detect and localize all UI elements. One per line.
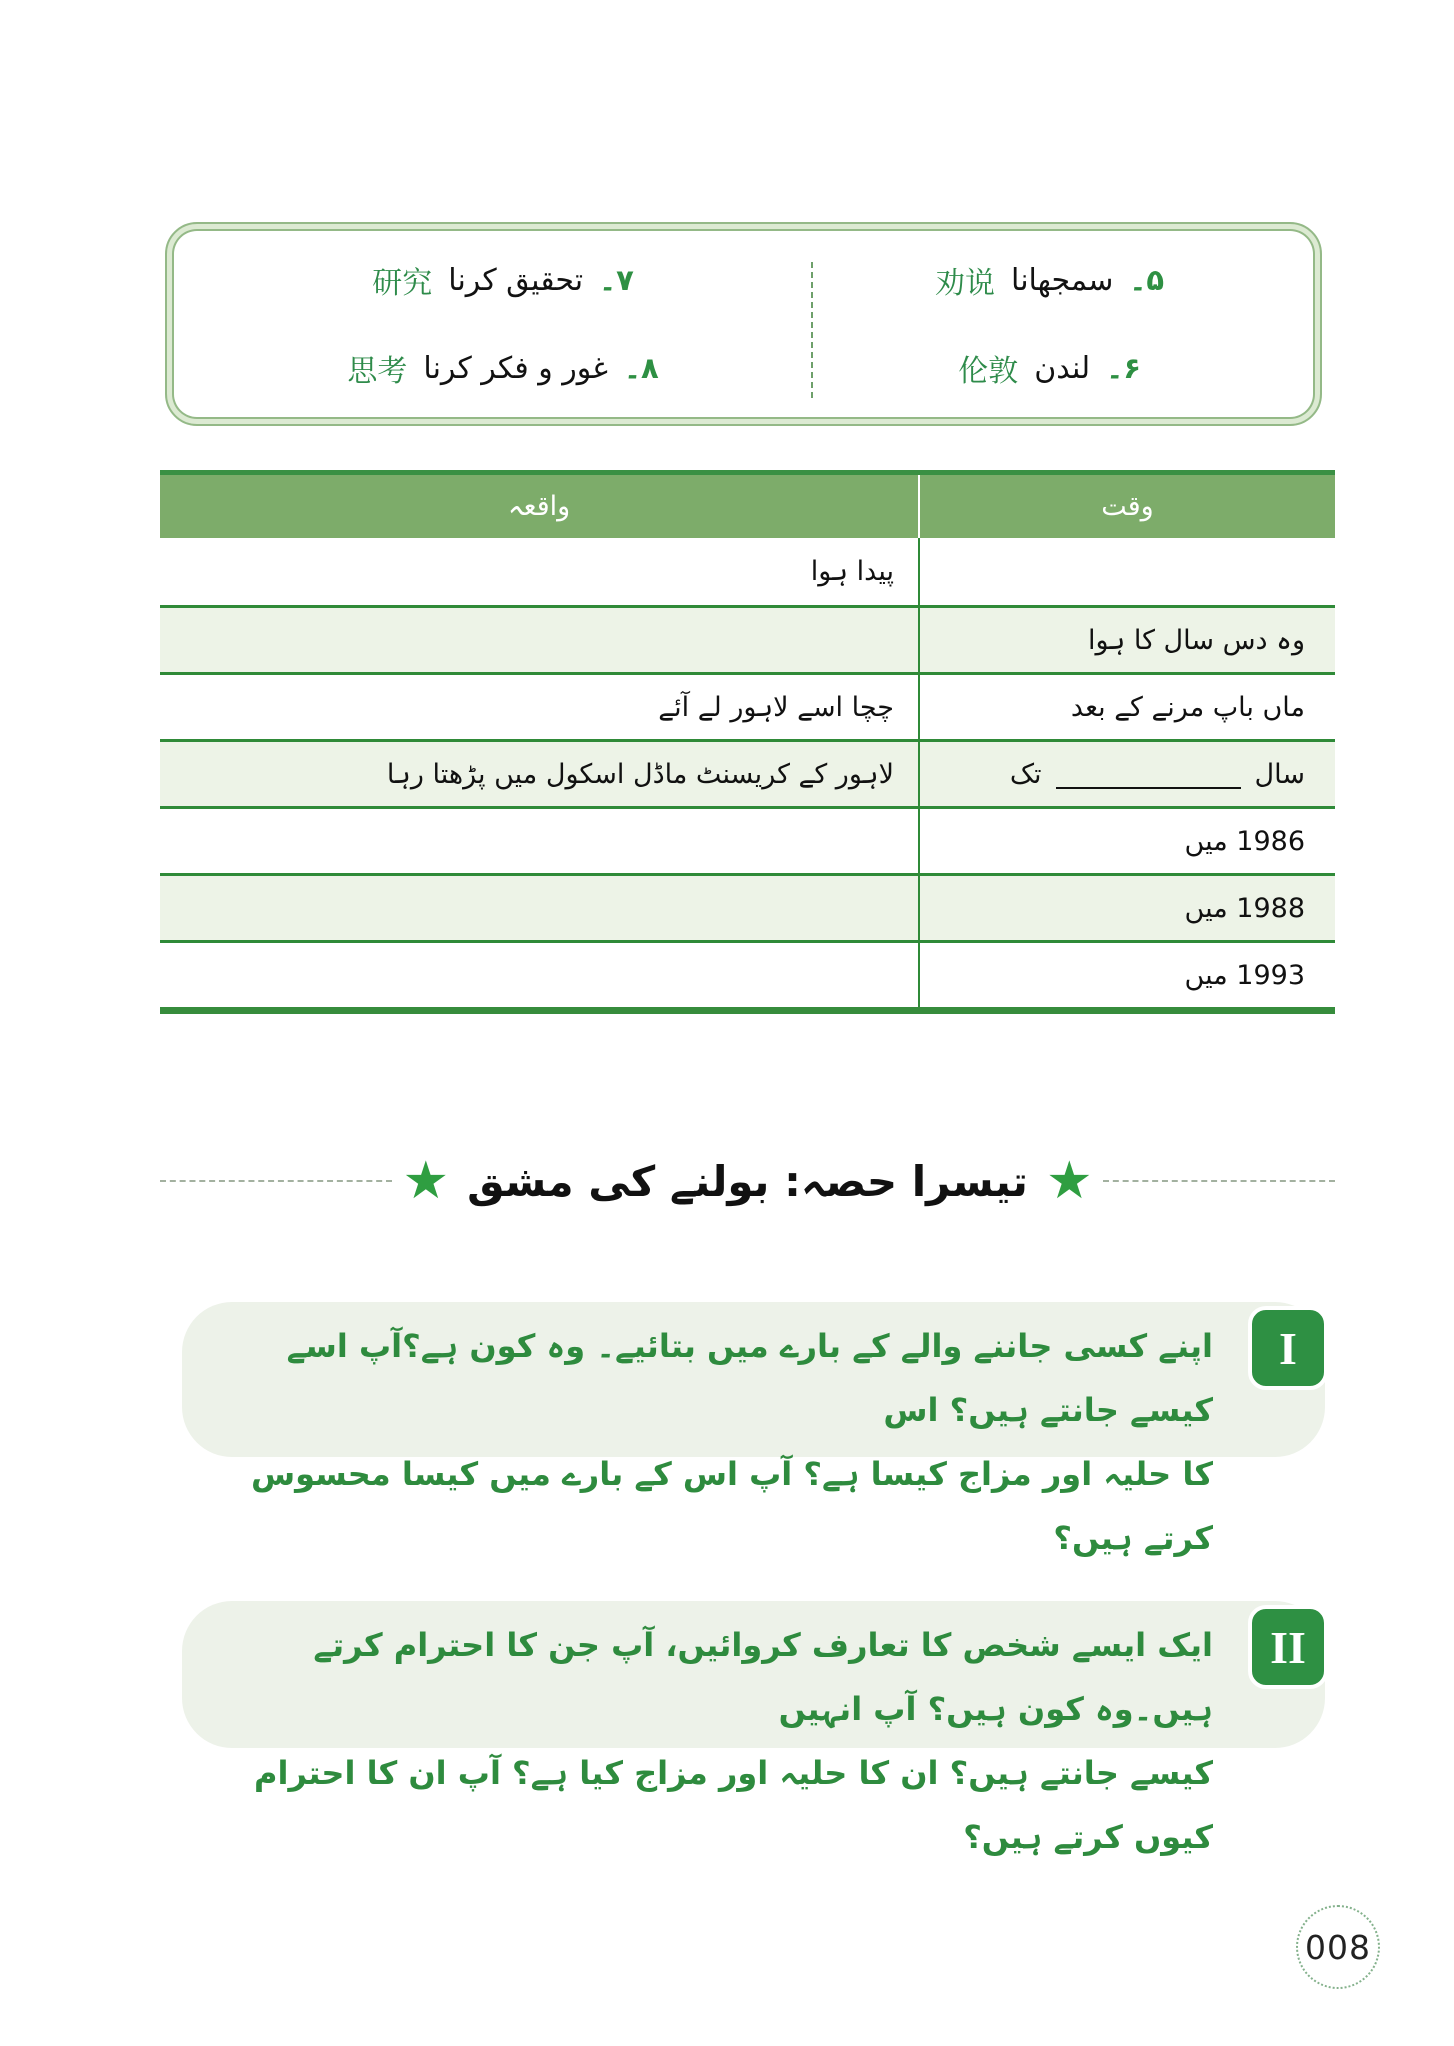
question-text [232, 1613, 1213, 1856]
vocab-urdu-word: غور و فکر کرنا [423, 350, 608, 386]
star-icon: ★ [402, 1151, 450, 1211]
vocab-urdu-word: تحقیق کرنا [448, 262, 584, 298]
question-line: کیسے جانتے ہیں؟ ان کا حلیہ اور مزاج کیا ہے؟ آپ ان کا احترام کیوں کرتے ہیں؟ [254, 1754, 1213, 1856]
question-number-badge: II [1248, 1605, 1328, 1689]
vocab-urdu-word: سمجھانا [1011, 262, 1114, 298]
vocab-chinese-translation: 劝说 [935, 266, 996, 301]
event-cell: لاہور کے کریسنٹ ماڈل اسکول میں پڑھتا رہا [160, 742, 920, 806]
table-row [160, 940, 1335, 1007]
event-cell [160, 608, 920, 672]
question-text [232, 1314, 1213, 1557]
time-cell-with-blank [920, 742, 1335, 806]
event-cell [160, 876, 920, 940]
dashed-line-left [160, 1180, 392, 1182]
question-bubble-2 [182, 1601, 1325, 1856]
timeline-table [160, 470, 1335, 1014]
table-row [160, 672, 1335, 739]
time-cell: 1986 میں [1184, 825, 1305, 857]
vocab-number: ۶۔ [1106, 351, 1141, 385]
table-row [160, 806, 1335, 873]
table-row [160, 739, 1335, 806]
table-row [160, 873, 1335, 940]
fill-in-blank-line [1056, 759, 1241, 789]
table-header-row [160, 475, 1335, 538]
section-title: تیسرا حصہ: بولنے کی مشق [467, 1156, 1028, 1206]
event-cell: چچا اسے لاہور لے آئے [160, 675, 920, 739]
time-cell [920, 538, 1335, 605]
time-text-end: تک [1009, 758, 1042, 790]
question-line: اپنے کسی جاننے والے کے بارے میں بتائیے۔ وہ کون ہے؟آپ اسے کیسے جانتے ہیں؟ اس [286, 1327, 1213, 1429]
table-row [160, 605, 1335, 672]
vocab-chinese-translation: 思考 [347, 354, 408, 389]
vocab-item-6 [809, 346, 1290, 390]
vocab-grid [197, 236, 1290, 412]
vocab-number: ۸۔ [623, 351, 659, 385]
time-cell: 1988 میں [1184, 892, 1305, 924]
vocabulary-box [165, 222, 1322, 426]
vocab-number: ۵۔ [1129, 263, 1165, 297]
event-cell [160, 809, 920, 873]
section-divider [160, 1145, 1335, 1217]
vocab-number: ۷۔ [599, 263, 634, 297]
dashed-line-right [1103, 1180, 1335, 1182]
event-cell [160, 943, 920, 1007]
vocab-urdu-word: لندن [1034, 350, 1091, 386]
vocab-item-7 [197, 258, 809, 302]
table-header-time: وقت [1101, 491, 1154, 522]
table-header-event: واقعہ [160, 475, 920, 538]
page-number-badge [1296, 1905, 1380, 1989]
vocab-chinese-translation: 伦敦 [958, 354, 1019, 389]
vocab-chinese-translation: 研究 [372, 266, 433, 301]
question-line: کا حلیہ اور مزاج کیسا ہے؟ آپ اس کے بارے میں کیسا محسوس کرتے ہیں؟ [251, 1455, 1213, 1557]
time-cell: 1993 میں [1184, 959, 1305, 991]
vocab-item-5 [809, 258, 1290, 302]
event-cell: پیدا ہوا [160, 538, 920, 605]
vocab-item-8 [197, 346, 809, 390]
star-icon: ★ [1045, 1151, 1093, 1211]
table-row [160, 538, 1335, 605]
question-line: ایک ایسے شخص کا تعارف کروائیں، آپ جن کا احترام کرتے ہیں۔وہ کون ہیں؟ آپ انہیں [313, 1626, 1213, 1728]
question-bubble-1 [182, 1302, 1325, 1557]
time-cell: ماں باپ مرنے کے بعد [1070, 691, 1305, 723]
question-number-badge: I [1248, 1306, 1328, 1390]
time-cell: وہ دس سال کا ہوا [1088, 624, 1305, 656]
time-text-start: سال [1254, 758, 1305, 790]
page-number: 008 [1305, 1927, 1371, 1967]
